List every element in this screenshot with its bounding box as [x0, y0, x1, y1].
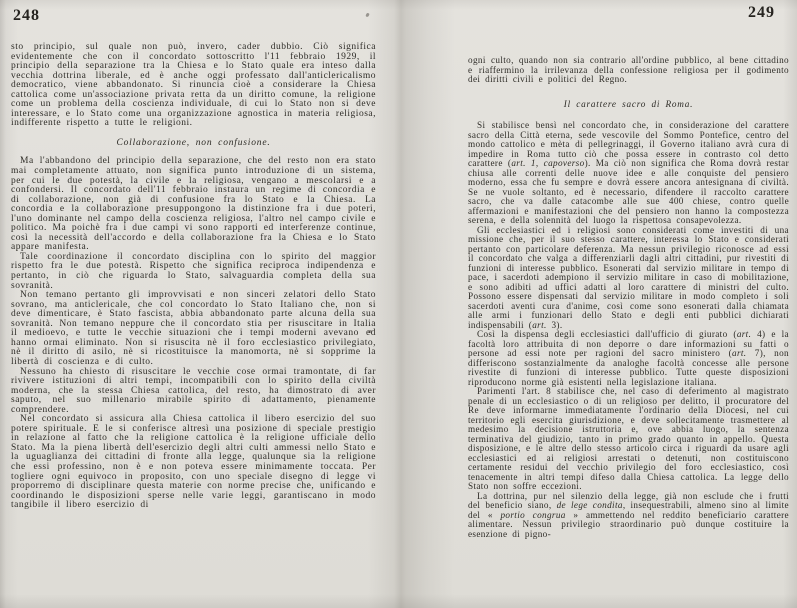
paragraph: sto principio, sul quale non può, invero, cader dubbio. Ciò significa evidentemente che con il concordato sottoscritto l'11 febbraio 1929, il principio della separazione tra la Chiesa e lo Stato quale era inteso dalla vecchia dottrina liberale, ed è anche oggi professato dall'anticlericalismo democratico, viene abbandonato. Si rinuncia cioè a considerare la Chiesa cattolica come un'associazione privata retta da un diritto comune, la religione come un problema della coscienza individuale, di cui lo Stato non si deve interessare, e lo Stato come una organizzazione agnostica in materia religiosa, indifferente rispetto a tutte le religioni. — [11, 42, 376, 129]
section-heading: Collaborazione, non confusione. — [116, 137, 271, 148]
paragraph: Si stabilisce bensì nel concordato che, in considerazione del carattere sacro della Città eterna, sede vescovile del Sommo Pontefice, centro del mondo cattolico e mèta di pellegrinaggi, il Governo italiano avrà cura di impedire in Roma tutto ciò che possa essere in contrasto col detto carattere (art. 1, capoverso). Ma ciò non significa che Roma dovrà restar chiusa alle correnti delle nuove idee e alle conquiste del pensiero moderno, essa che fu sempre e dovrà essere ancora antesignana di civiltà. Se ne vuole soltanto, ed è necessario, difendere il raccolto carattere sacro, che va dalle catacombe alle sue 400 chiese, contro quelle affermazioni e manifestazioni che del pensiero non hanno la compostezza serena, e della solennità del luogo la rispettosa consapevolezza. — [468, 120, 789, 225]
section-heading: Il carattere sacro di Roma. — [563, 98, 694, 109]
paragraph: ogni culto, quando non sia contrario all'ordine pubblico, al bene cittadino e riaffermino la irrilevanza della confessione religiosa per il godimento dei diritti civili e politici del Regno. — [468, 55, 789, 84]
paragraph: Non temano pertanto gli improvvisati e non sinceri zelatori dello Stato sovrano, ma anticlericale, che col concordato lo Stato Italiano che, non si deve dimenticare, è Stato fascista, abbia abbandonato parte alcuna della sua sovranità. Non temano neppure che il concordato stia per risuscitare in Italia il medioevo, e tutte le vecchie situazioni che i tempi moderni avevano ed hanno ormai eliminato. Non si risuscita nè il foro ecclesiastico privilegiato, nè il diritto di asilo, nè si ricostituisce la manomorta, nè si sopprime la libertà di coscienza e di culto. — [11, 290, 376, 367]
paragraph: Così la dispensa degli ecclesiastici dall'ufficio di giurato (art. 4) e la facoltà loro attribuita di non deporre o dare informazioni su fatti o persone ad essi note per ragioni del sacro ministero (art. 7), non differiscono sostanzialmente da analoghe facoltà concesse alle persone rivestite di funzioni di interesse pubblico. Tutte queste disposizioni riproducono norme già esistenti nella legislazione italiana. — [468, 329, 789, 387]
paragraph: Parimenti l'art. 8 stabilisce che, nel caso di deferimento al magistrato penale di un ecclesiastico o di un religioso per delitto, il procuratore del Re deve informarne immediatamente l'ordinario della Diocesi, nel cui territorio egli esercita giurisdizione, e deve sollecitamente trasmettere al medesimo la decisione istruttoria e, ove abbia luogo, la sentenza terminativa del giudizio, tanto in primo grado quanto in appello. Questa disposizione, e le altre dello stesso articolo circa i riguardi da usare agli ecclesiastici ed ai religiosi arrestati o detenuti, non costituiscono certamente residui del vecchio privilegio del foro ecclesiastico, così tenacemente in altri tempi difeso dalla Chiesa cattolica. La legge dello Stato non soffre eccezioni. — [468, 386, 789, 491]
paragraph: Tale coordinazione il concordato disciplina con lo spirito del maggior rispetto fra le due potestà. Rispetto che significa reciproca indipendenza e pertanto, in ciò che riguarda lo Stato, salvaguardia completa della sua sovranità. — [11, 251, 376, 291]
page-248 — [0, 0, 397, 608]
page-249-text-column — [468, 56, 789, 539]
paragraph: Gli ecclesiastici ed i religiosi sono considerati come investiti di una missione che, per il suo stesso carattere, interessa lo Stato e considerati pertanto con particolare deferenza. Ma nessun privilegio riconosce ad essi il concordato che valga a differenziarli dagli altri cittadini, pur rivestiti di funzioni di interesse pubblico. Esonerati dal servizio militare in tempo di pace, i sacerdoti adempiono il servizio militare in caso di mobilitazione, e sono adibiti ad uffici adatti al loro carattere di ministri del culto. Possono essere dispensati dal servizio militare in modo completo i soli sacerdoti aventi cura d'anime, così come sono esonerati dalla chiamata alle armi i funzionari dello Stato e degli enti pubblici dichiarati indispensabili (art. 3). — [468, 224, 789, 330]
page-249 — [397, 0, 797, 608]
paragraph: La dottrina, pur nel silenzio della legge, già non esclude che i frutti del beneficio siano, de lege condita, insequestrabili, almeno sino al limite del « portio congrua » ammettendo nel reddito beneficiario carattere alimentare. Nessun privilegio straordinario può dunque costituire la esenzione di pigno- — [468, 490, 789, 539]
page-number-left: 248 — [13, 7, 40, 24]
page-number-right: 249 — [748, 4, 775, 21]
paragraph: Nel concordato si assicura alla Chiesa cattolica il libero esercizio del suo potere spirituale. E le si conferisce altresì una posizione di speciale prestigio in relazione al fatto che la religione cattolica è la religione ufficiale dello Stato. Ma la piena libertà dell'esercizio degli altri culti ammessi nello Stato e la uguaglianza dei cittadini di fronte alla legge, qualunque sia la religione che essi professino, non è e non poteva essere minimamente toccata. Per togliere ogni equivoco in proposito, con uno speciale disegno di legge vi proporremo di disciplinare questa materie con norme precise che, unificando e coordinando le disposizioni sperse nelle varie leggi, garantiscano in modo tangibile il libero esercizio di — [11, 414, 376, 511]
page-248-text-column — [11, 43, 376, 511]
paragraph: Nessuno ha chiesto di risuscitare le vecchie cose ormai tramontate, di far rivivere istituzioni di altri tempi, incompatibili con lo spirito della civiltà moderna, che la stessa Chiesa cattolica, del resto, ha dimostrato di aver saputo, nel suo millenario mirabile spirito di adattamento, pienamente comprendere. — [11, 366, 376, 415]
paragraph: Ma l'abbandono del principio della separazione, che del resto non era stato mai completamente attuato, non significa punto introduzione di un sistema, per cui le due potestà, la civile e la religiosa, vengano a mescolarsi e a confondersi. Il concordato dell'11 febbraio instaura un regime di concordia e di collaborazione, non già di confusione fra lo Stato e la Chiesa. La concordia e la collaborazione presuppongono la distinzione fra i due poteri, l'uno dominante nel campo della coscienza religiosa, l'altro nel campo civile e politico. Ma poichè fra i due campi vi sono rapporti ed interferenze continue, così la necessità dell'accordo e della collaborazione fra la Chiesa e lo Stato appare manifesta. — [11, 156, 376, 253]
